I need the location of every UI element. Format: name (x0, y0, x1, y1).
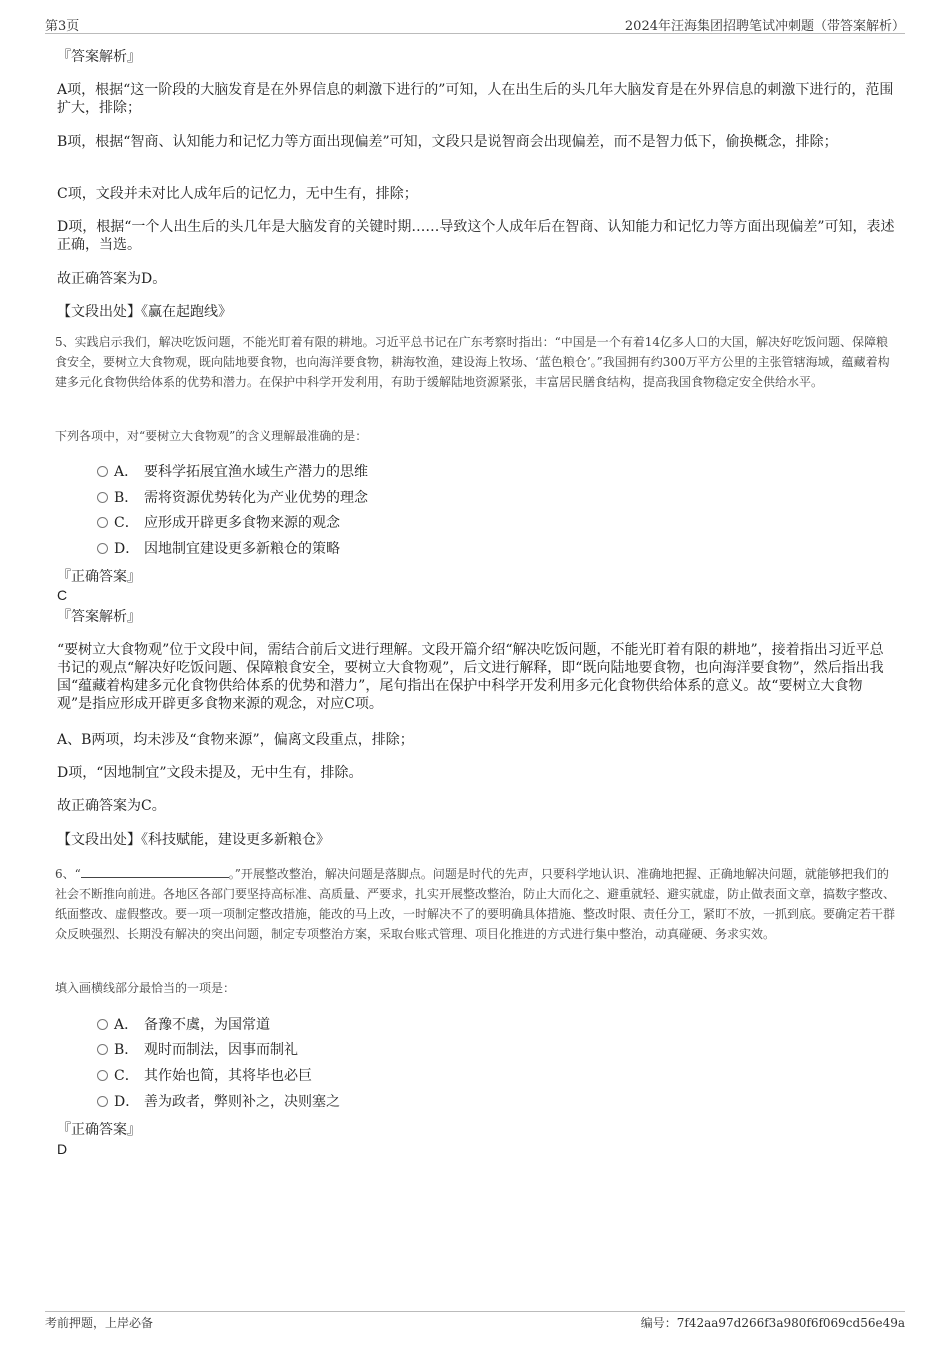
option-label: B． (114, 1042, 139, 1058)
q6-prefix: 6、“ (55, 867, 81, 881)
document-code: 编号：7f42aa97d266f3a980f6f069cd56e49a (640, 1316, 905, 1330)
q4-analysis-c: C项，文段并未对比人成年后的记忆力，无中生有，排除； (57, 186, 418, 202)
option-text: 要科学拓展宜渔水域生产潜力的思维 (144, 464, 368, 480)
page-number: 第3页 (45, 19, 80, 34)
q5-answer-label: 『正确答案』 (57, 569, 141, 585)
page-header (45, 12, 905, 32)
document-title: 2024年汪海集团招聘笔试冲刺题（带答案解析） (624, 19, 905, 34)
header-divider (45, 33, 905, 34)
option-label: D． (114, 541, 140, 557)
q5-analysis-label: 『答案解析』 (57, 609, 141, 625)
q5-answer: C (57, 587, 68, 603)
q4-analysis-label: 『答案解析』 (57, 49, 141, 65)
radio-icon[interactable] (97, 1096, 108, 1107)
option-text: 因地制宜建设更多新粮仓的策略 (144, 541, 340, 557)
option-text: 其作始也简，其将毕也必巨 (144, 1068, 312, 1084)
q6-option-c[interactable] (97, 1066, 312, 1086)
option-text: 应形成开辟更多食物来源的观念 (144, 515, 340, 531)
radio-icon[interactable] (97, 1019, 108, 1030)
q5-analysis-ab: A、B两项，均未涉及“食物来源”，偏离文段重点，排除； (57, 732, 414, 748)
q6-answer: D (57, 1141, 68, 1157)
q5-source: 【文段出处】《科技赋能，建设更多新粮仓》 (57, 832, 330, 848)
q5-option-c[interactable] (97, 513, 340, 533)
radio-icon[interactable] (97, 517, 108, 528)
q4-source: 【文段出处】《赢在起跑线》 (57, 304, 232, 320)
footer-slogan: 考前押题，上岸必备 (45, 1316, 154, 1330)
option-label: C． (114, 1068, 139, 1084)
q6-answer-label: 『正确答案』 (57, 1122, 141, 1138)
q6-option-b[interactable] (97, 1040, 298, 1060)
q5-conclusion: 故正确答案为C。 (57, 798, 166, 814)
q5-question: 下列各项中，对“要树立大食物观”的含义理解最准确的是： (55, 429, 368, 443)
option-label: A． (114, 464, 139, 480)
option-text: 需将资源优势转化为产业优势的理念 (144, 490, 368, 506)
q5-option-a[interactable] (97, 462, 368, 482)
q6-option-a[interactable] (97, 1015, 270, 1035)
option-text: 观时而制法，因事而制礼 (144, 1042, 298, 1058)
q6-question: 填入画横线部分最恰当的一项是： (55, 981, 236, 995)
q4-analysis-a: A项，根据“这一阶段的大脑发育是在外界信息的刺激下进行的”可知，人在出生后的头几年大脑发育是在外界信息的刺激下进行的，范围扩大，排除； (57, 82, 894, 116)
q4-conclusion: 故正确答案为D。 (57, 271, 167, 287)
q6-stem-text: 。”开展整改整治，解决问题是落脚点。问题是时代的先声，只要科学地认识、准确地把握、正确地解决问题，就能够把我们的社会不断推向前进。各地区各部门要坚持高标准、高质量、严要求，扎实开展整改整治，防止大而化之、避重就轻、避实就虚，防止做表面文章，搞数字整改、纸面整改、虚假整改。要一项一项制定整改措施，能改的马上改，一时解决不了的要明确具体措施、整改时限、责任分工，紧盯不放，一抓到底。要确定若干群众反映强烈、长期没有解决的突出问题，制定专项整治方案，采取台账式管理、项目化推进的方式进行集中整治，动真碰硬、务求实效。 (55, 867, 896, 941)
radio-icon[interactable] (97, 492, 108, 503)
radio-icon[interactable] (97, 466, 108, 477)
fill-in-blank (81, 865, 229, 878)
radio-icon[interactable] (97, 543, 108, 554)
q6-stem (55, 864, 900, 944)
option-text: 善为政者，弊则补之，决则塞之 (144, 1094, 340, 1110)
q4-analysis-b: B项，根据“智商、认知能力和记忆力等方面出现偏差”可知，文段只是说智商会出现偏差，而不是智力低下，偷换概念，排除； (57, 134, 838, 150)
q5-stem: 5、实践启示我们，解决吃饭问题，不能光盯着有限的耕地。习近平总书记在广东考察时指出：“中国是一个有着14亿多人口的大国，解决好吃饭问题、保障粮食安全，要树立大食物观，既向陆地要食物，也向海洋要食物，耕海牧渔，建设海上牧场、‘蓝色粮仓’。”我国拥有约300万平方公里的主张管辖海域，蕴藏着构建多元化食物供给体系的优势和潜力。在保护中科学开发利用，有助于缓解陆地资源紧张，丰富居民膳食结构，提高我国食物稳定安全供给水平。 (55, 335, 890, 389)
option-label: C． (114, 515, 139, 531)
footer-divider (45, 1311, 905, 1312)
q6-option-d[interactable] (97, 1092, 340, 1112)
option-text: 备豫不虞，为国常道 (144, 1017, 270, 1033)
option-label: A． (114, 1017, 139, 1033)
q5-analysis: “要树立大食物观”位于文段中间，需结合前后文进行理解。文段开篇介绍“解决吃饭问题，不能光盯着有限的耕地”，接着指出习近平总书记的观点“解决好吃饭问题、保障粮食安全，要树立大食物观”，后文进行解释，即“既向陆地要食物，也向海洋要食物”，然后指出我国“蕴藏着构建多元化食物供给体系的优势和潜力”，尾句指出在保护中科学开发利用多元化食物供给体系的意义。故“要树立大食物观”是指应形成开辟更多食物来源的观念，对应C项。 (57, 642, 884, 712)
radio-icon[interactable] (97, 1070, 108, 1081)
q5-option-b[interactable] (97, 488, 368, 508)
q5-option-d[interactable] (97, 539, 340, 559)
radio-icon[interactable] (97, 1044, 108, 1055)
option-label: B． (114, 490, 139, 506)
q5-analysis-d: D项，“因地制宜”文段未提及，无中生有，排除。 (57, 765, 363, 781)
q4-analysis-d: D项，根据“一个人出生后的头几年是大脑发育的关键时期……导致这个人成年后在智商、认知能力和记忆力等方面出现偏差”可知，表述正确，当选。 (57, 219, 895, 253)
option-label: D． (114, 1094, 140, 1110)
